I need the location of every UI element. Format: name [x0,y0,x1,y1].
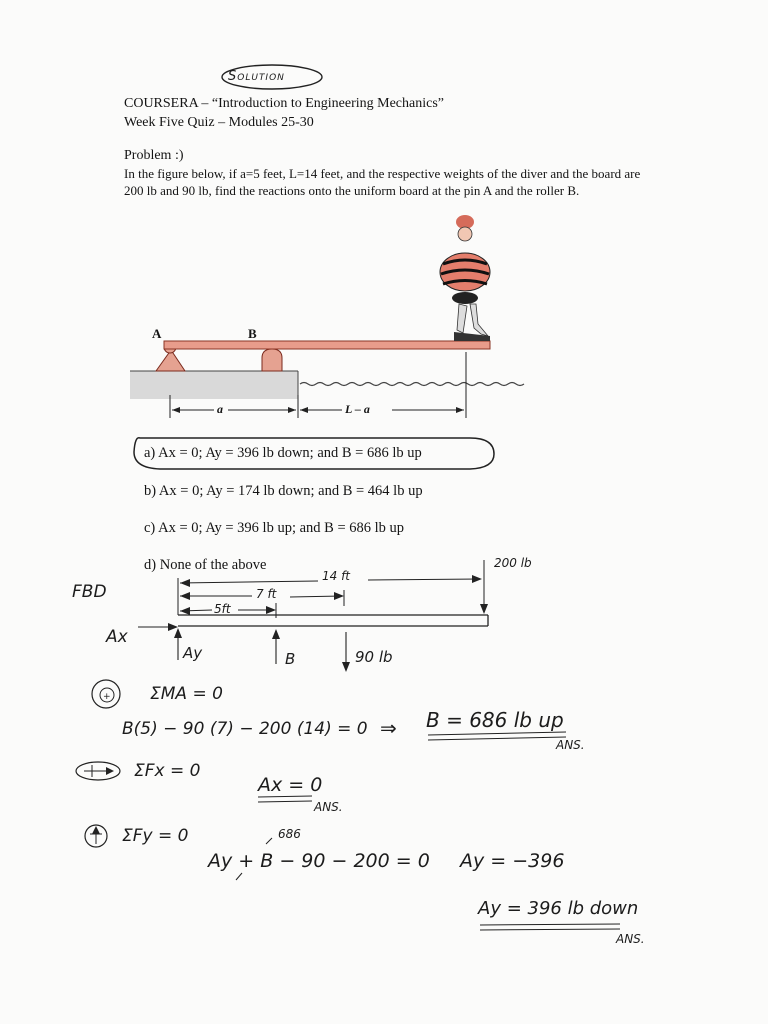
dim-5ft: 5ft [214,602,231,616]
solution-stamp: Solution [228,69,285,84]
ay-result: Ay = 396 lb down [478,898,639,919]
problem-label: Problem :) [124,148,184,163]
b-result: B = 686 lb up [426,708,564,732]
choice-d-text: None of the above [159,557,267,573]
dim-14ft: 14 ft [322,569,351,583]
choice-c-letter: c) [144,520,156,536]
fy-calculation: Ay + B − 90 − 200 = 0 [208,850,430,872]
ax-result: Ax = 0 [258,774,323,796]
load-90lb: 90 lb [355,648,393,666]
b-substitution: 686 [278,827,301,841]
choice-c-text: Ax = 0; Ay = 396 lb up; and B = 686 lb up [158,520,405,536]
choice-b-letter: b) [144,483,157,499]
load-200lb: 200 lb [494,556,532,570]
label-b: B [248,326,257,341]
force-ax-label: Ax [106,627,128,647]
svg-text:+: + [103,692,111,702]
answer-mark-3: ANS. [616,932,645,946]
course-title: COURSERA – “Introduction to Engineering Mechanics” [124,96,444,111]
choice-b-text: Ax = 0; Ay = 174 lb down; and B = 464 lb up [158,483,423,499]
problem-statement: In the figure below, if a=5 feet, L=14 feet, and the respective weights of the diver and the board are 200 lb and 90 lb, find the reactions onto the uniform board at the pin A and the roller B. [124,166,641,198]
ay-negative: Ay = −396 [460,850,565,872]
dim-l-label: L – a [345,402,370,416]
force-b-label: B [285,650,296,668]
fx-equation: ΣFx = 0 [134,761,201,781]
choice-d-letter: d) [144,557,157,573]
fy-equation: ΣFy = 0 [122,826,189,846]
implies-arrow: ⇒ [380,716,397,740]
answer-mark-1: ANS. [556,738,585,752]
label-a: A [152,326,162,341]
fbd-label: FBD [72,582,107,602]
choice-a-text: Ax = 0; Ay = 396 lb down; and B = 686 lb up [158,445,422,461]
answer-mark-2: ANS. [314,800,343,814]
moment-equation: ΣMA = 0 [150,684,223,704]
dim-7ft: 7 ft [256,587,277,601]
force-ay-label: Ay [183,644,203,662]
choice-a-letter: a) [144,445,156,461]
quiz-title: Week Five Quiz – Modules 25-30 [124,115,314,130]
moment-calculation: B(5) − 90 (7) − 200 (14) = 0 [122,719,368,739]
dim-a-label: a [217,402,223,416]
